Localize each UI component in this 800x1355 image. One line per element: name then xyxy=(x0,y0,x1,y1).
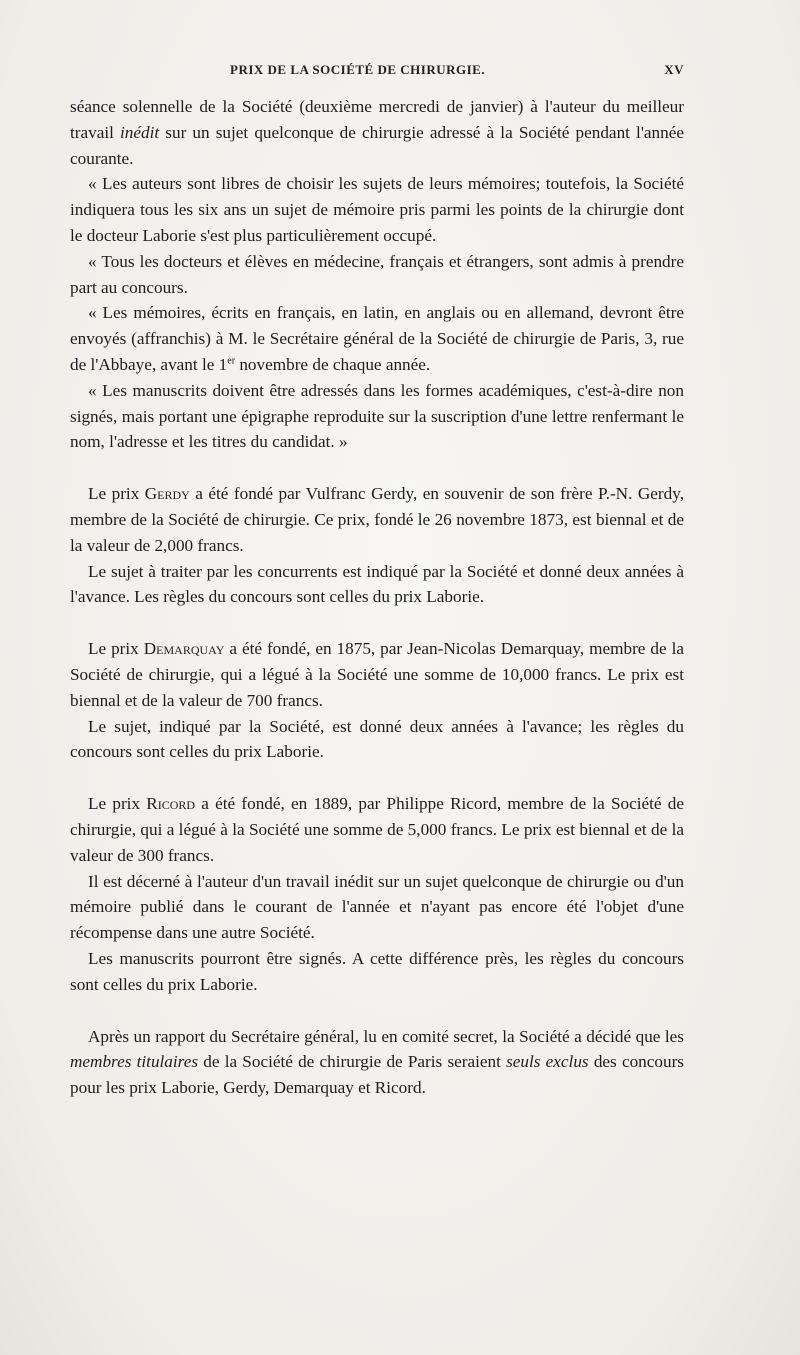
paragraph-5: « Les manuscrits doivent être adressés dans les formes académiques, c'est-à-dire non signés, mais portant une épigraphe reproduite sur la suscription d'une lettre renfermant le nom, l'adresse et les titres du candidat. » xyxy=(70,380,684,452)
paragraph-gerdy-rules: Le sujet à traiter par les concurrents est indiqué par la Société et donné deux années à l'avance. Les règles du concours sont celles du prix Laborie. xyxy=(70,561,684,607)
paragraph-3: « Tous les docteurs et élèves en médecine, français et étrangers, sont admis à prendre part au concours. xyxy=(70,251,684,297)
header-title: PRIX DE LA SOCIÉTÉ DE CHIRURGIE. xyxy=(230,62,486,77)
paragraph-ricord: Le prix Ricord a été fondé, en 1889, par Philippe Ricord, membre de la Société de chirurgie, qui a légué à la Société une somme de 5,000 francs. Le prix est biennal et de la valeur de 300 francs. xyxy=(70,794,684,865)
paragraph-1: séance solennelle de la Société (deuxième mercredi de janvier) à l'auteur du meilleur travail inédit sur un sujet quelconque de chirurgie adressé à la Société pendant l'année courante. xyxy=(70,97,684,168)
paragraph-ricord-rules: Les manuscrits pourront être signés. A cette différence près, les règles du concours sont celles du prix Laborie. xyxy=(70,948,684,994)
paragraph-demarquay: Le prix Demarquay a été fondé, en 1875, par Jean-Nicolas Demarquay, membre de la Société de chirurgie, qui a légué à la Société une somme de 10,000 francs. Le prix est biennal et de la valeur de 700 francs. xyxy=(70,639,684,710)
paragraph-gerdy: Le prix Gerdy a été fondé par Vulfranc Gerdy, en souvenir de son frère P.-N. Gerdy, membre de la Société de chirurgie. Ce prix, fondé le 26 novembre 1873, est biennal et de la valeur de 2,000 francs. xyxy=(70,484,684,555)
paragraph-ricord-award: Il est décerné à l'auteur d'un travail inédit sur un sujet quelconque de chirurgie ou d'un mémoire publié dans le courant de l'année et n'ayant pas encore été l'objet d'une récompense dans une autre Société. xyxy=(70,871,684,943)
paragraph-2: « Les auteurs sont libres de choisir les sujets de leurs mémoires; toutefois, la Société indiquera tous les six ans un sujet de mémoire pris parmi les points de la chirurgie dont le docteur Laborie s'est plus particulièrement occupé. xyxy=(70,174,684,245)
body-text xyxy=(70,94,684,1101)
paragraph-demarquay-rules: Le sujet, indiqué par la Société, est donné deux années à l'avance; les règles du concours sont celles du prix Laborie. xyxy=(70,716,684,762)
page-number: XV xyxy=(664,62,684,77)
paragraph-decision: Après un rapport du Secrétaire général, lu en comité secret, la Société a décidé que les membres titulaires de la Société de chirurgie de Paris seraient seuls exclus des concours pour les prix Laborie, Gerdy, Demarquay et Ricord. xyxy=(70,1026,684,1098)
paragraph-4: « Les mémoires, écrits en français, en latin, en anglais ou en allemand, devront être envoyés (affranchis) à M. le Secrétaire général de la Société de chirurgie de Paris, 3, rue de l'Abbaye, avant le 1er novembre de chaque année. xyxy=(70,303,684,374)
